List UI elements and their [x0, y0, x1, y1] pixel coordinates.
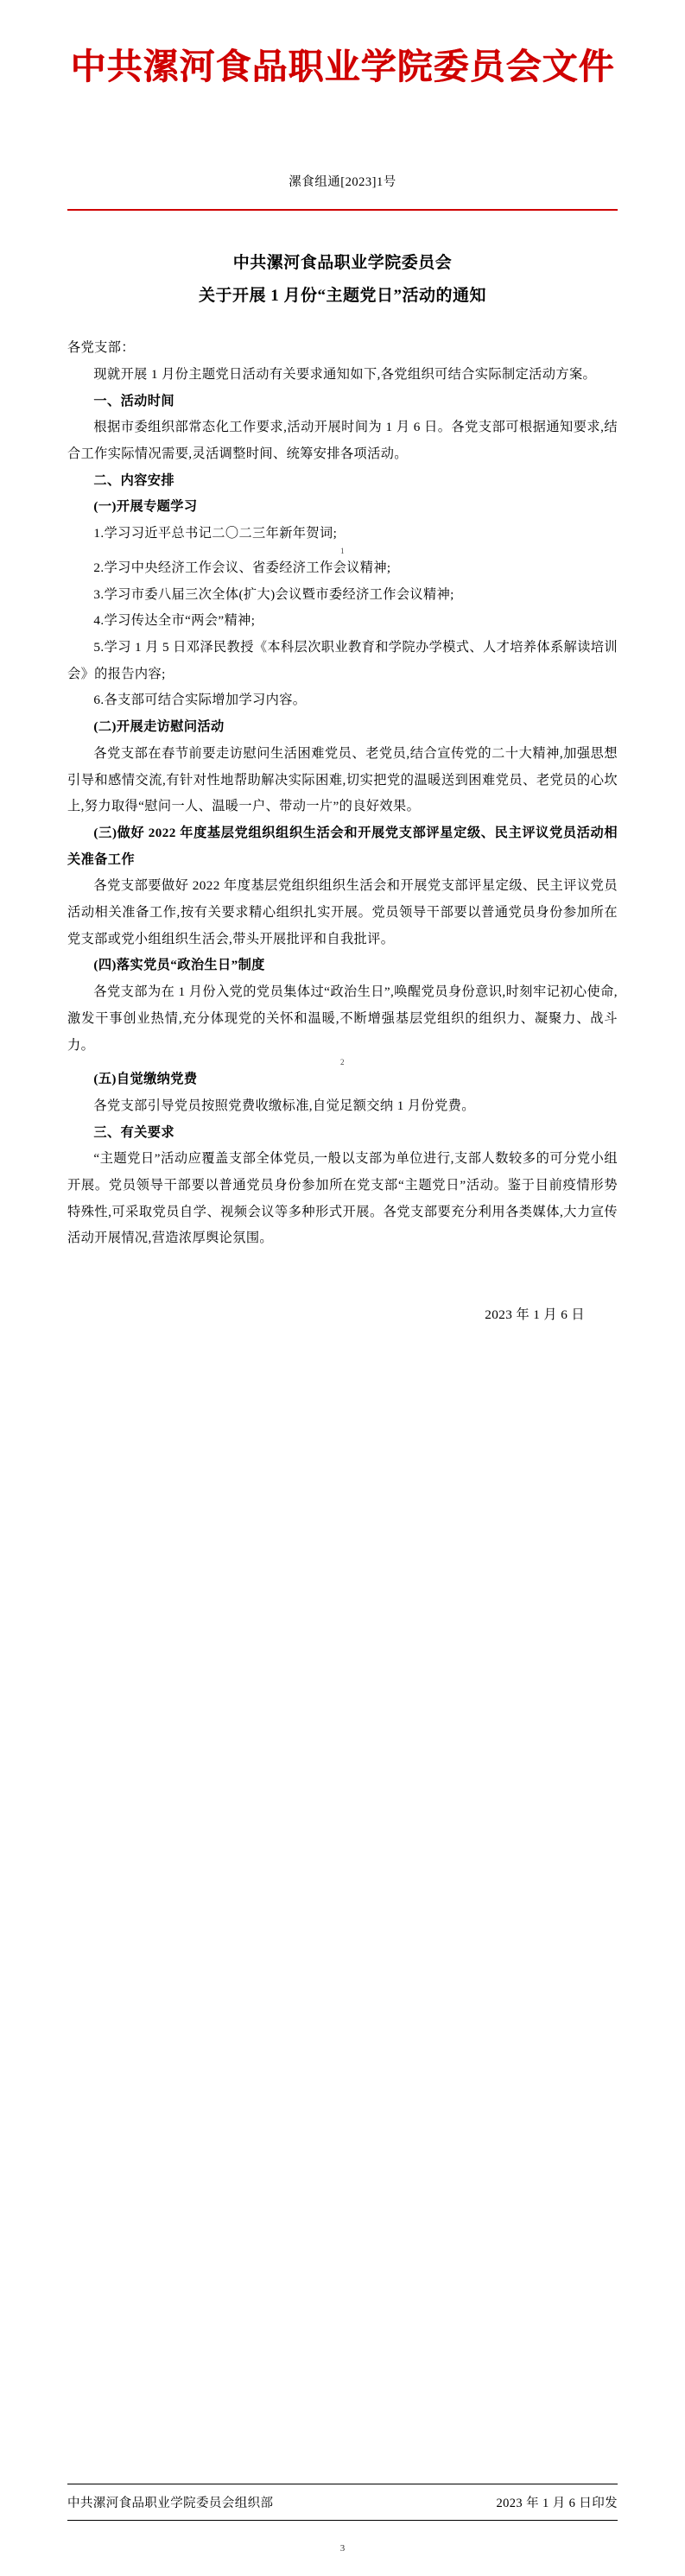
section-heading-2: 二、内容安排 — [93, 472, 174, 488]
subsection-2-1-item-3: 3.学习市委八届三次全体(扩大)会议暨市委经济工作会议精神; — [93, 586, 454, 602]
subsection-heading-2-2: (二)开展走访慰问活动 — [93, 719, 225, 735]
red-divider-rule — [67, 209, 618, 211]
document-footer — [67, 2484, 618, 2521]
signature-date: 2023 年 1 月 6 日 — [485, 1307, 585, 1323]
subsection-2-4-paragraph-1: 各党支部为在 1 月份入党的党员集体过“政治生日”,唤醒党员身份意识,时刻牢记初心使命,激发干事创业热情,充分体现党的关怀和温暖,不断增强基层党组织的组织力、凝聚力、战斗力。 — [67, 984, 618, 1053]
subsection-heading-2-1: (一)开展专题学习 — [93, 499, 198, 515]
page-marker-1: 1 — [340, 546, 345, 555]
document-number: 漯食组通[2023]1号 — [289, 175, 396, 190]
subsection-2-1-item-4: 4.学习传达全市“两会”精神; — [93, 613, 256, 629]
footer-date: 2023 年 1 月 6 日印发 — [496, 2497, 618, 2510]
subsection-2-5-paragraph-1: 各党支部引导党员按照党费收缴标准,自觉足额交纳 1 月份党费。 — [93, 1098, 475, 1113]
footer-row — [67, 2493, 618, 2511]
section-1-paragraph-1: 根据市委组织部常态化工作要求,活动开展时间为 1 月 6 日。各党支部可根据通知要求,结合工作实际情况需要,灵活调整时间、统筹安排各项活动。 — [67, 420, 618, 462]
footer-issuer: 中共漯河食品职业学院委员会组织部 — [67, 2497, 274, 2510]
subsection-heading-2-3: (三)做好 2022 年度基层党组织组织生活会和开展党支部评星定级、民主评议党员活动相关准备工作 — [67, 825, 618, 867]
subsection-2-3-paragraph-1: 各党支部要做好 2022 年度基层党组织组织生活会和开展党支部评星定级、民主评议党员活动相关准备工作,按有关要求精心组织扎实开展。党员领导干部要以普通党员身份参加所在党支部或党小组组织生活会,带头开展批评和自我批评。 — [67, 878, 618, 946]
page-number: 3 — [339, 2543, 346, 2554]
subsection-2-1-item-1: 1.学习习近平总书记二〇二三年新年贺词; — [93, 526, 338, 541]
footer-divider-bottom — [67, 2520, 618, 2521]
document-title-line-1: 中共漯河食品职业学院委员会 — [232, 254, 453, 273]
subsection-heading-2-4: (四)落实党员“政治生日”制度 — [93, 958, 265, 973]
section-3-paragraph-1: “主题党日”活动应覆盖支部全体党员,一般以支部为单位进行,支部人数较多的可分党小组开展。党员领导干部要以普通党员身份参加所在党支部“主题党日”活动。鉴于目前疫情形势特殊性,可采取党员自学、视频会议等多种形式开展。各党支部要充分利用各类媒体,大力宣传活动开展情况,营造浓厚舆论氛围。 — [67, 1151, 618, 1246]
salutation: 各党支部： — [67, 340, 135, 356]
page-marker-2: 2 — [340, 1058, 345, 1067]
document-content — [67, 335, 618, 1329]
signature-spacer — [67, 1252, 618, 1302]
section-heading-1: 一、活动时间 — [93, 393, 174, 408]
document-header-title: 中共漯河食品职业学院委员会文件 — [70, 46, 615, 87]
intro-paragraph: 现就开展 1 月份主题党日活动有关要求通知如下,各党组织可结合实际制定活动方案。 — [93, 366, 597, 382]
subsection-2-1-item-5: 5.学习 1 月 5 日邓泽民教授《本科层次职业教育和学院办学模式、人才培养体系解读培训会》的报告内容; — [67, 639, 618, 681]
subsection-2-2-paragraph-1: 各党支部在春节前要走访慰问生活困难党员、老党员,结合宣传党的二十大精神,加强思想引导和感情交流,有针对性地帮助解决实际困难,切实把党的温暖送到困难党员、老党员的心坎上,努力取得“慰问一人、温暖一户、带动一片”的良好效果。 — [67, 745, 618, 814]
subsection-2-1-item-2: 2.学习中央经济工作会议、省委经济工作会议精神; — [93, 560, 391, 575]
subsection-heading-2-5: (五)自觉缴纳党费 — [93, 1072, 198, 1087]
subsection-2-1-item-6: 6.各支部可结合实际增加学习内容。 — [93, 693, 307, 708]
section-heading-3: 三、有关要求 — [93, 1124, 174, 1140]
document-title — [67, 247, 618, 313]
document-title-line-2: 关于开展 1 月份“主题党日”活动的通知 — [198, 287, 486, 306]
